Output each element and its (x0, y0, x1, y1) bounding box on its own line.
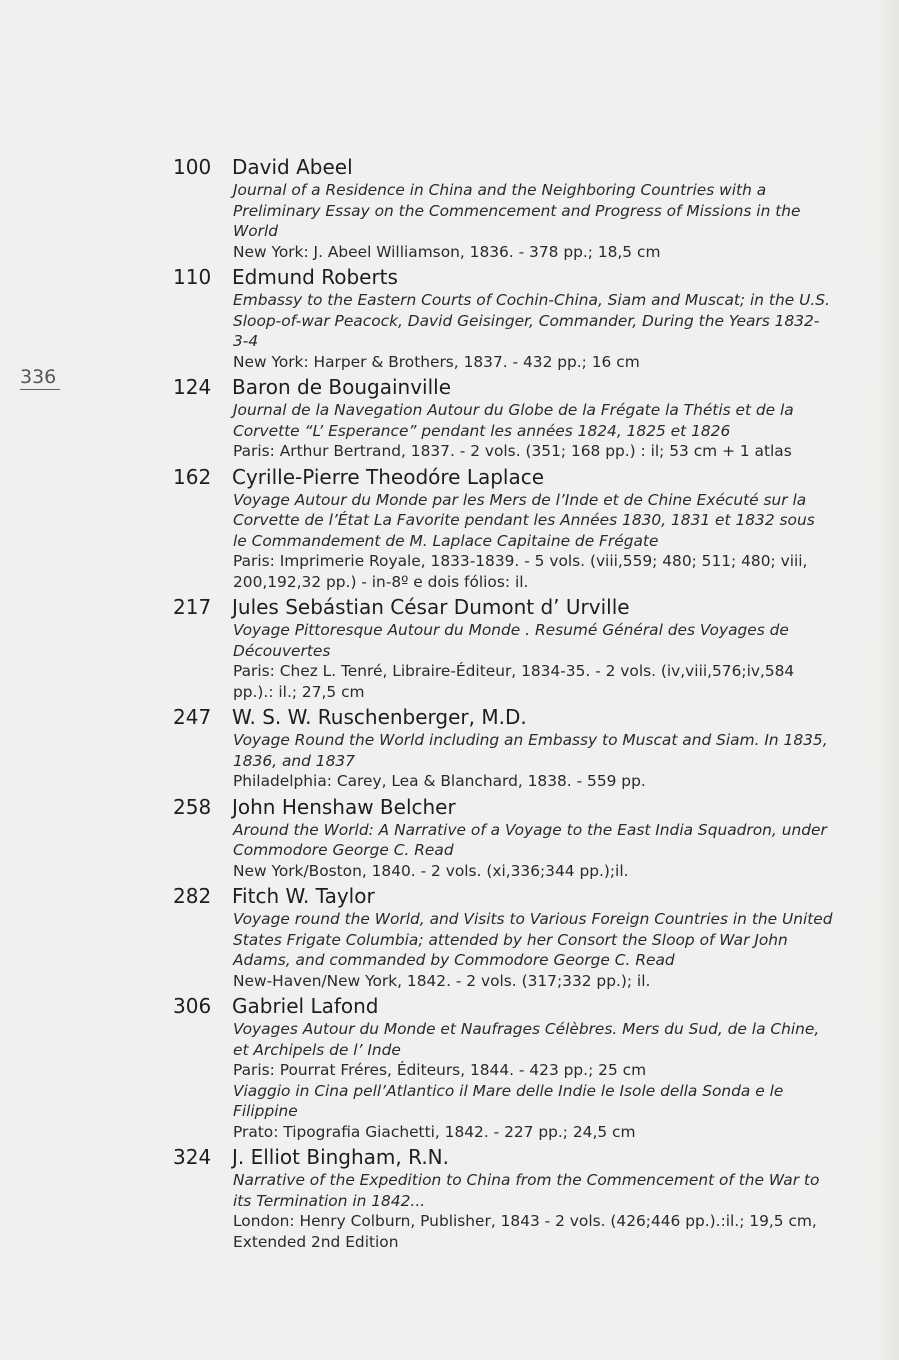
entry-body (233, 820, 833, 882)
entry-publication: London: Henry Colburn, Publisher, 1843 - 2 vols. (426;446 pp.).:il.; 19,5 cm, Extended 2nd Edition (233, 1212, 817, 1251)
entry-number: 324 (173, 1145, 212, 1169)
entry-heading (173, 705, 833, 730)
bibliography-entry (173, 1145, 833, 1252)
entry-publication: New York/Boston, 1840. - 2 vols. (xi,336;344 pp.);il. (233, 861, 629, 880)
entry-number: 162 (173, 464, 212, 489)
entry-heading (173, 265, 833, 290)
entry-body (233, 490, 833, 593)
entry-author: Fitch W. Taylor (232, 884, 375, 908)
entry-publication: Paris: Chez L. Tenré, Libraire-Éditeur, 1834-35. - 2 vols. (iv,viii,576;iv,584 pp.).: il.; 27,5 cm (233, 662, 795, 701)
entry-publication: New York: Harper & Brothers, 1837. - 432 pp.; 16 cm (233, 352, 640, 371)
entry-title: Voyage Autour du Monde par les Mers de l’Inde et de Chine Exécuté sur la Corvette de l’État La Favorite pendant les Années 1830, 1831 et 1832 sous le Commandement de M. Laplace Capitaine de Frégate (233, 490, 815, 550)
entry-heading (173, 155, 833, 180)
entry-number: 124 (173, 375, 212, 399)
entry-publication: Philadelphia: Carey, Lea & Blanchard, 1838. - 559 pp. (233, 772, 646, 790)
entry-body (233, 1170, 833, 1252)
entry-title-secondary: Viaggio in Cina pell’Atlantico il Mare delle Indie le Isole della Sonda e le Filippine (233, 1081, 784, 1120)
entry-publication: New York: J. Abeel Williamson, 1836. - 378 pp.; 18,5 cm (233, 242, 661, 261)
entry-author: W. S. W. Ruschenberger, M.D. (232, 705, 527, 729)
entry-heading (173, 884, 833, 909)
entry-title: Journal of a Residence in China and the Neighboring Countries with a Preliminary Essay on the Commencement and Progress of Missions in the World (233, 181, 801, 240)
bibliography-list (173, 155, 833, 1255)
entry-number: 217 (173, 595, 212, 619)
entry-body (233, 909, 833, 991)
entry-heading (173, 994, 833, 1019)
entry-publication: Paris: Arthur Bertrand, 1837. - 2 vols. (351; 168 pp.) : il; 53 cm + 1 atlas (233, 442, 792, 460)
entry-title: Voyage Round the World including an Embassy to Muscat and Siam. In 1835, 1836, and 1837 (233, 731, 828, 770)
entry-publication-secondary: Prato: Tipografia Giachetti, 1842. - 227 pp.; 24,5 cm (233, 1122, 636, 1141)
page-edge-shadow (877, 0, 899, 1360)
entry-number: 247 (173, 705, 212, 729)
entry-title: Voyage round the World, and Visits to Various Foreign Countries in the United States Frigate Columbia; attended by her Consort the Sloop of War John Adams, and commanded by Commodore George C. Read (233, 910, 833, 969)
entry-heading (173, 465, 833, 490)
entry-author: Cyrille-Pierre Theodóre Laplace (232, 464, 545, 489)
entry-title: Journal de la Navegation Autour du Globe de la Frégate la Thétis et de la Corvette “L’ Esperance” pendant les années 1824, 1825 et 1826 (233, 401, 794, 440)
entry-number: 258 (173, 794, 212, 819)
entry-author: Gabriel Lafond (232, 994, 379, 1018)
entry-body (233, 290, 833, 372)
entry-body (233, 400, 833, 462)
bibliography-entry (173, 884, 833, 991)
bibliography-entry (173, 994, 833, 1142)
entry-publication: Paris: Imprimerie Royale, 1833-1839. - 5 vols. (viii,559; 480; 511; 480; viii, 200,192,32 pp.) - in-8º e dois fólios: il. (233, 552, 808, 591)
entry-body (233, 1019, 833, 1142)
entry-body (233, 620, 833, 702)
entry-publication: Paris: Pourrat Fréres, Éditeurs, 1844. - 423 pp.; 25 cm (233, 1061, 647, 1079)
entry-title: Embassy to the Eastern Courts of Cochin-China, Siam and Muscat; in the U.S. Sloop-of-war Peacock, David Geisinger, Commander, During the Years 1832-3-4 (233, 291, 830, 350)
entry-number: 110 (173, 265, 212, 289)
entry-author: Edmund Roberts (232, 265, 398, 289)
bibliography-entry (173, 375, 833, 462)
bibliography-entry (173, 265, 833, 372)
entry-title: Around the World: A Narrative of a Voyage to the East India Squadron, under Commodore George C. Read (233, 820, 827, 859)
entry-author: Jules Sebástian César Dumont d’ Urville (232, 595, 630, 619)
entry-heading (173, 1145, 833, 1170)
entry-number: 306 (173, 994, 212, 1018)
entry-author: Baron de Bougainville (232, 375, 452, 399)
entry-author: John Henshaw Belcher (232, 794, 456, 819)
entry-title: Voyages Autour du Monde et Naufrages Célèbres. Mers du Sud, de la Chine, et Archipels de l’ Inde (233, 1020, 820, 1059)
entry-body (233, 730, 833, 792)
entry-title: Narrative of the Expedition to China from the Commencement of the War to its Termination in 1842... (233, 1171, 820, 1210)
entry-heading (173, 795, 833, 820)
entry-author: David Abeel (232, 155, 353, 179)
entry-title: Voyage Pittoresque Autour du Monde . Resumé Général des Voyages de Découvertes (233, 621, 789, 660)
bibliography-entry (173, 595, 833, 702)
entry-heading (173, 375, 833, 400)
entry-body (233, 180, 833, 262)
bibliography-entry (173, 705, 833, 792)
bibliography-entry (173, 465, 833, 593)
bibliography-entry (173, 155, 833, 262)
entry-heading (173, 595, 833, 620)
entry-publication: New-Haven/New York, 1842. - 2 vols. (317;332 pp.); il. (233, 971, 651, 990)
page-number: 336 (20, 366, 60, 390)
bibliography-entry (173, 795, 833, 882)
entry-number: 100 (173, 155, 212, 179)
entry-author: J. Elliot Bingham, R.N. (232, 1145, 449, 1169)
entry-number: 282 (173, 884, 212, 908)
